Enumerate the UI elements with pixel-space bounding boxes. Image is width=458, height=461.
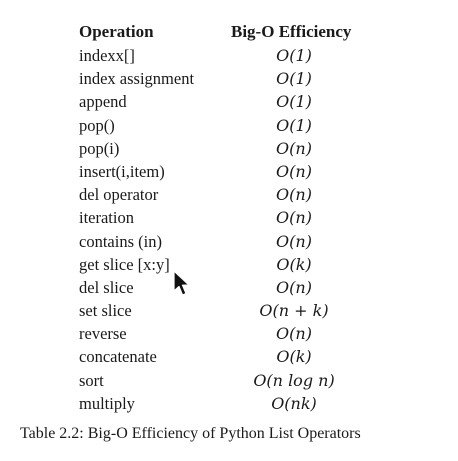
- table-row: [79, 114, 379, 137]
- efficiency-cell: O(k): [276, 347, 312, 367]
- efficiency-cell: O(n): [276, 231, 312, 251]
- operation-cell: set slice: [79, 301, 132, 321]
- table-row: [79, 253, 379, 276]
- header-efficiency: Big-O Efficiency: [231, 22, 352, 41]
- operation-cell: get slice [x:y]: [79, 254, 170, 274]
- operation-cell: contains (in): [79, 231, 162, 251]
- table-row: [79, 67, 379, 90]
- table-row: [79, 392, 379, 415]
- table-row: [79, 160, 379, 183]
- efficiency-cell: O(1): [276, 69, 312, 89]
- operation-cell: insert(i,item): [79, 161, 165, 181]
- operation-cell: index assignment: [79, 69, 195, 89]
- operation-cell: del operator: [79, 185, 159, 205]
- header-operation: Operation: [79, 22, 154, 41]
- table-row: [79, 90, 379, 113]
- big-o-table: [79, 20, 379, 415]
- table-row: [79, 345, 379, 368]
- efficiency-cell: O(n): [276, 161, 312, 181]
- table-row: [79, 44, 379, 67]
- table-row: [79, 137, 379, 160]
- table-row: [79, 369, 379, 392]
- operation-cell: reverse: [79, 324, 127, 344]
- efficiency-cell: O(1): [276, 92, 312, 112]
- table-header: [79, 20, 379, 44]
- efficiency-cell: O(n): [276, 324, 312, 344]
- operation-cell: pop(i): [79, 138, 120, 158]
- table-row: [79, 322, 379, 345]
- operation-cell: append: [79, 92, 127, 112]
- table-row: [79, 276, 379, 299]
- efficiency-cell: O(nk): [271, 393, 317, 413]
- efficiency-cell: O(n): [276, 138, 312, 158]
- efficiency-cell: O(1): [276, 46, 312, 65]
- table-row: [79, 206, 379, 229]
- table-row: [79, 230, 379, 253]
- table-caption: Table 2.2: Big-O Efficiency of Python List Operators: [20, 425, 361, 442]
- efficiency-cell: O(n): [276, 208, 312, 228]
- operation-cell: pop(): [79, 115, 115, 135]
- operation-cell: multiply: [79, 393, 135, 413]
- efficiency-cell: O(1): [276, 115, 312, 135]
- operation-cell: iteration: [79, 208, 134, 228]
- efficiency-cell: O(n log n): [253, 370, 335, 390]
- efficiency-cell: O(n): [276, 277, 312, 297]
- efficiency-cell: O(k): [276, 254, 312, 274]
- operation-cell: concatenate: [79, 347, 157, 367]
- efficiency-cell: O(n + k): [259, 301, 329, 321]
- operation-cell: del slice: [79, 277, 134, 297]
- table-row: [79, 183, 379, 206]
- operation-cell: indexx[]: [79, 46, 135, 65]
- efficiency-cell: O(n): [276, 185, 312, 205]
- mouse-cursor-icon: [172, 270, 192, 298]
- operation-cell: sort: [79, 370, 104, 390]
- table-row: [79, 299, 379, 322]
